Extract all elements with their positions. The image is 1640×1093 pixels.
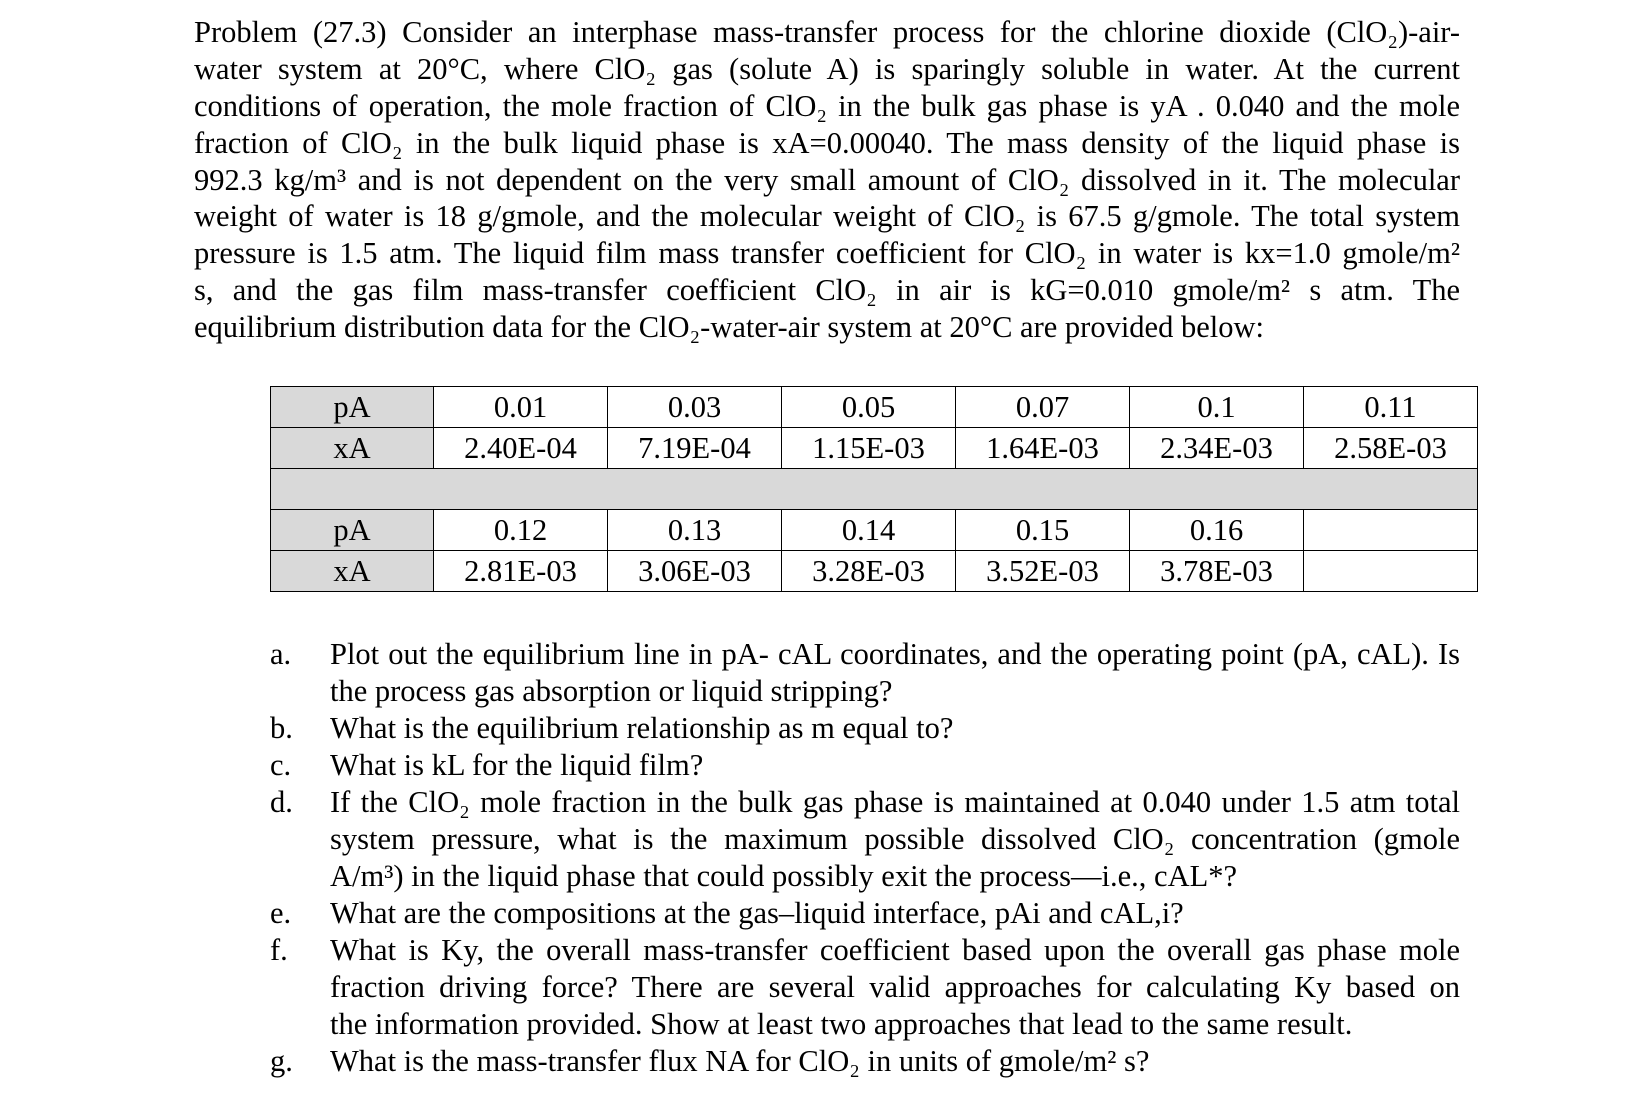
question-line: fraction driving force? There are several valid approaches for calculating Ky based on <box>330 970 1460 1004</box>
table-cell: 0.12 <box>434 510 608 551</box>
row-label-xA: xA <box>271 551 434 592</box>
question-d <box>270 784 1460 895</box>
table-cell: 3.28E-03 <box>782 551 956 592</box>
table-cell: 0.1 <box>1130 387 1304 428</box>
table-row <box>271 551 1478 592</box>
question-c <box>270 747 1460 784</box>
table-cell: 0.14 <box>782 510 956 551</box>
question-line: Plot out the equilibrium line in pA- cAL coordinates, and the operating point (pA, cAL). Is <box>330 637 1460 671</box>
table-cell: 3.78E-03 <box>1130 551 1304 592</box>
separator-cell <box>271 469 1478 510</box>
table-separator-row <box>271 469 1478 510</box>
table-cell: 2.58E-03 <box>1304 428 1478 469</box>
question-e <box>270 895 1460 932</box>
problem-line: 992.3 kg/m³ and is not dependent on the very small amount of ClO₂ dissolved in it. The molecular <box>194 162 1460 197</box>
question-b <box>270 710 1460 747</box>
table-cell: 0.15 <box>956 510 1130 551</box>
question-g <box>270 1043 1460 1080</box>
question-line: What is the mass-transfer flux NA for ClO₂ in units of gmole/m² s? <box>330 1044 1150 1078</box>
row-label-pA: pA <box>271 387 434 428</box>
problem-line: equilibrium distribution data for the ClO₂-water-air system at 20°C are provided below: <box>194 310 1264 345</box>
question-line: What are the compositions at the gas–liquid interface, pAi and cAL,i? <box>330 896 1184 930</box>
question-letter: a. <box>270 637 292 671</box>
row-label-pA: pA <box>271 510 434 551</box>
table-cell: 2.40E-04 <box>434 428 608 469</box>
table-cell: 0.13 <box>608 510 782 551</box>
table-cell: 0.03 <box>608 387 782 428</box>
table-row <box>271 387 1478 428</box>
table-cell: 2.81E-03 <box>434 551 608 592</box>
question-f <box>270 932 1460 1043</box>
problem-line: s, and the gas film mass-transfer coefficient ClO₂ in air is kG=0.010 gmole/m² s atm. The <box>194 273 1460 308</box>
problem-line: conditions of operation, the mole fraction of ClO₂ in the bulk gas phase is yA . 0.040 and the mole <box>194 88 1460 123</box>
question-line: What is Ky, the overall mass-transfer coefficient based upon the overall gas phase mole <box>330 933 1460 967</box>
table-cell: 1.64E-03 <box>956 428 1130 469</box>
table-cell: 0.16 <box>1130 510 1304 551</box>
problem-statement <box>194 14 1460 346</box>
problem-line: fraction of ClO₂ in the bulk liquid phase is xA=0.00040. The mass density of the liquid phase is <box>194 125 1460 160</box>
row-label-xA: xA <box>271 428 434 469</box>
question-letter: f. <box>270 933 288 967</box>
table-cell: 1.15E-03 <box>782 428 956 469</box>
question-line: What is the equilibrium relationship as m equal to? <box>330 711 954 745</box>
table-cell: 0.07 <box>956 387 1130 428</box>
table-cell: 0.01 <box>434 387 608 428</box>
equilibrium-data-table <box>270 386 1478 592</box>
question-letter: b. <box>270 711 293 745</box>
table-cell: 3.06E-03 <box>608 551 782 592</box>
question-letter: d. <box>270 785 293 819</box>
problem-line: pressure is 1.5 atm. The liquid film mass transfer coefficient for ClO₂ in water is kx=1.0 gmole/m² <box>194 236 1460 271</box>
table-cell: 0.05 <box>782 387 956 428</box>
table-cell: 2.34E-03 <box>1130 428 1304 469</box>
table-cell <box>1304 551 1478 592</box>
question-line: the process gas absorption or liquid stripping? <box>330 674 893 708</box>
table-cell: 7.19E-04 <box>608 428 782 469</box>
question-line: If the ClO₂ mole fraction in the bulk gas phase is maintained at 0.040 under 1.5 atm total <box>330 785 1460 819</box>
question-list <box>270 636 1460 1080</box>
question-line: the information provided. Show at least two approaches that lead to the same result. <box>330 1007 1353 1041</box>
question-line: A/m³) in the liquid phase that could possibly exit the process—i.e., cAL*? <box>330 859 1238 893</box>
question-a <box>270 636 1460 710</box>
table-row <box>271 428 1478 469</box>
problem-line: weight of water is 18 g/gmole, and the molecular weight of ClO₂ is 67.5 g/gmole. The total system <box>194 199 1460 234</box>
question-line: system pressure, what is the maximum possible dissolved ClO₂ concentration (gmole <box>330 822 1460 856</box>
table-cell: 0.11 <box>1304 387 1478 428</box>
question-letter: e. <box>270 896 292 930</box>
question-letter: g. <box>270 1044 293 1078</box>
problem-line: Problem (27.3) Consider an interphase mass-transfer process for the chlorine dioxide (ClO₂)-air- <box>194 15 1460 49</box>
table-row <box>271 510 1478 551</box>
question-letter: c. <box>270 748 292 782</box>
question-line: What is kL for the liquid film? <box>330 748 704 782</box>
table-cell: 3.52E-03 <box>956 551 1130 592</box>
problem-line: water system at 20°C, where ClO₂ gas (solute A) is sparingly soluble in water. At the current <box>194 51 1460 86</box>
table-cell <box>1304 510 1478 551</box>
